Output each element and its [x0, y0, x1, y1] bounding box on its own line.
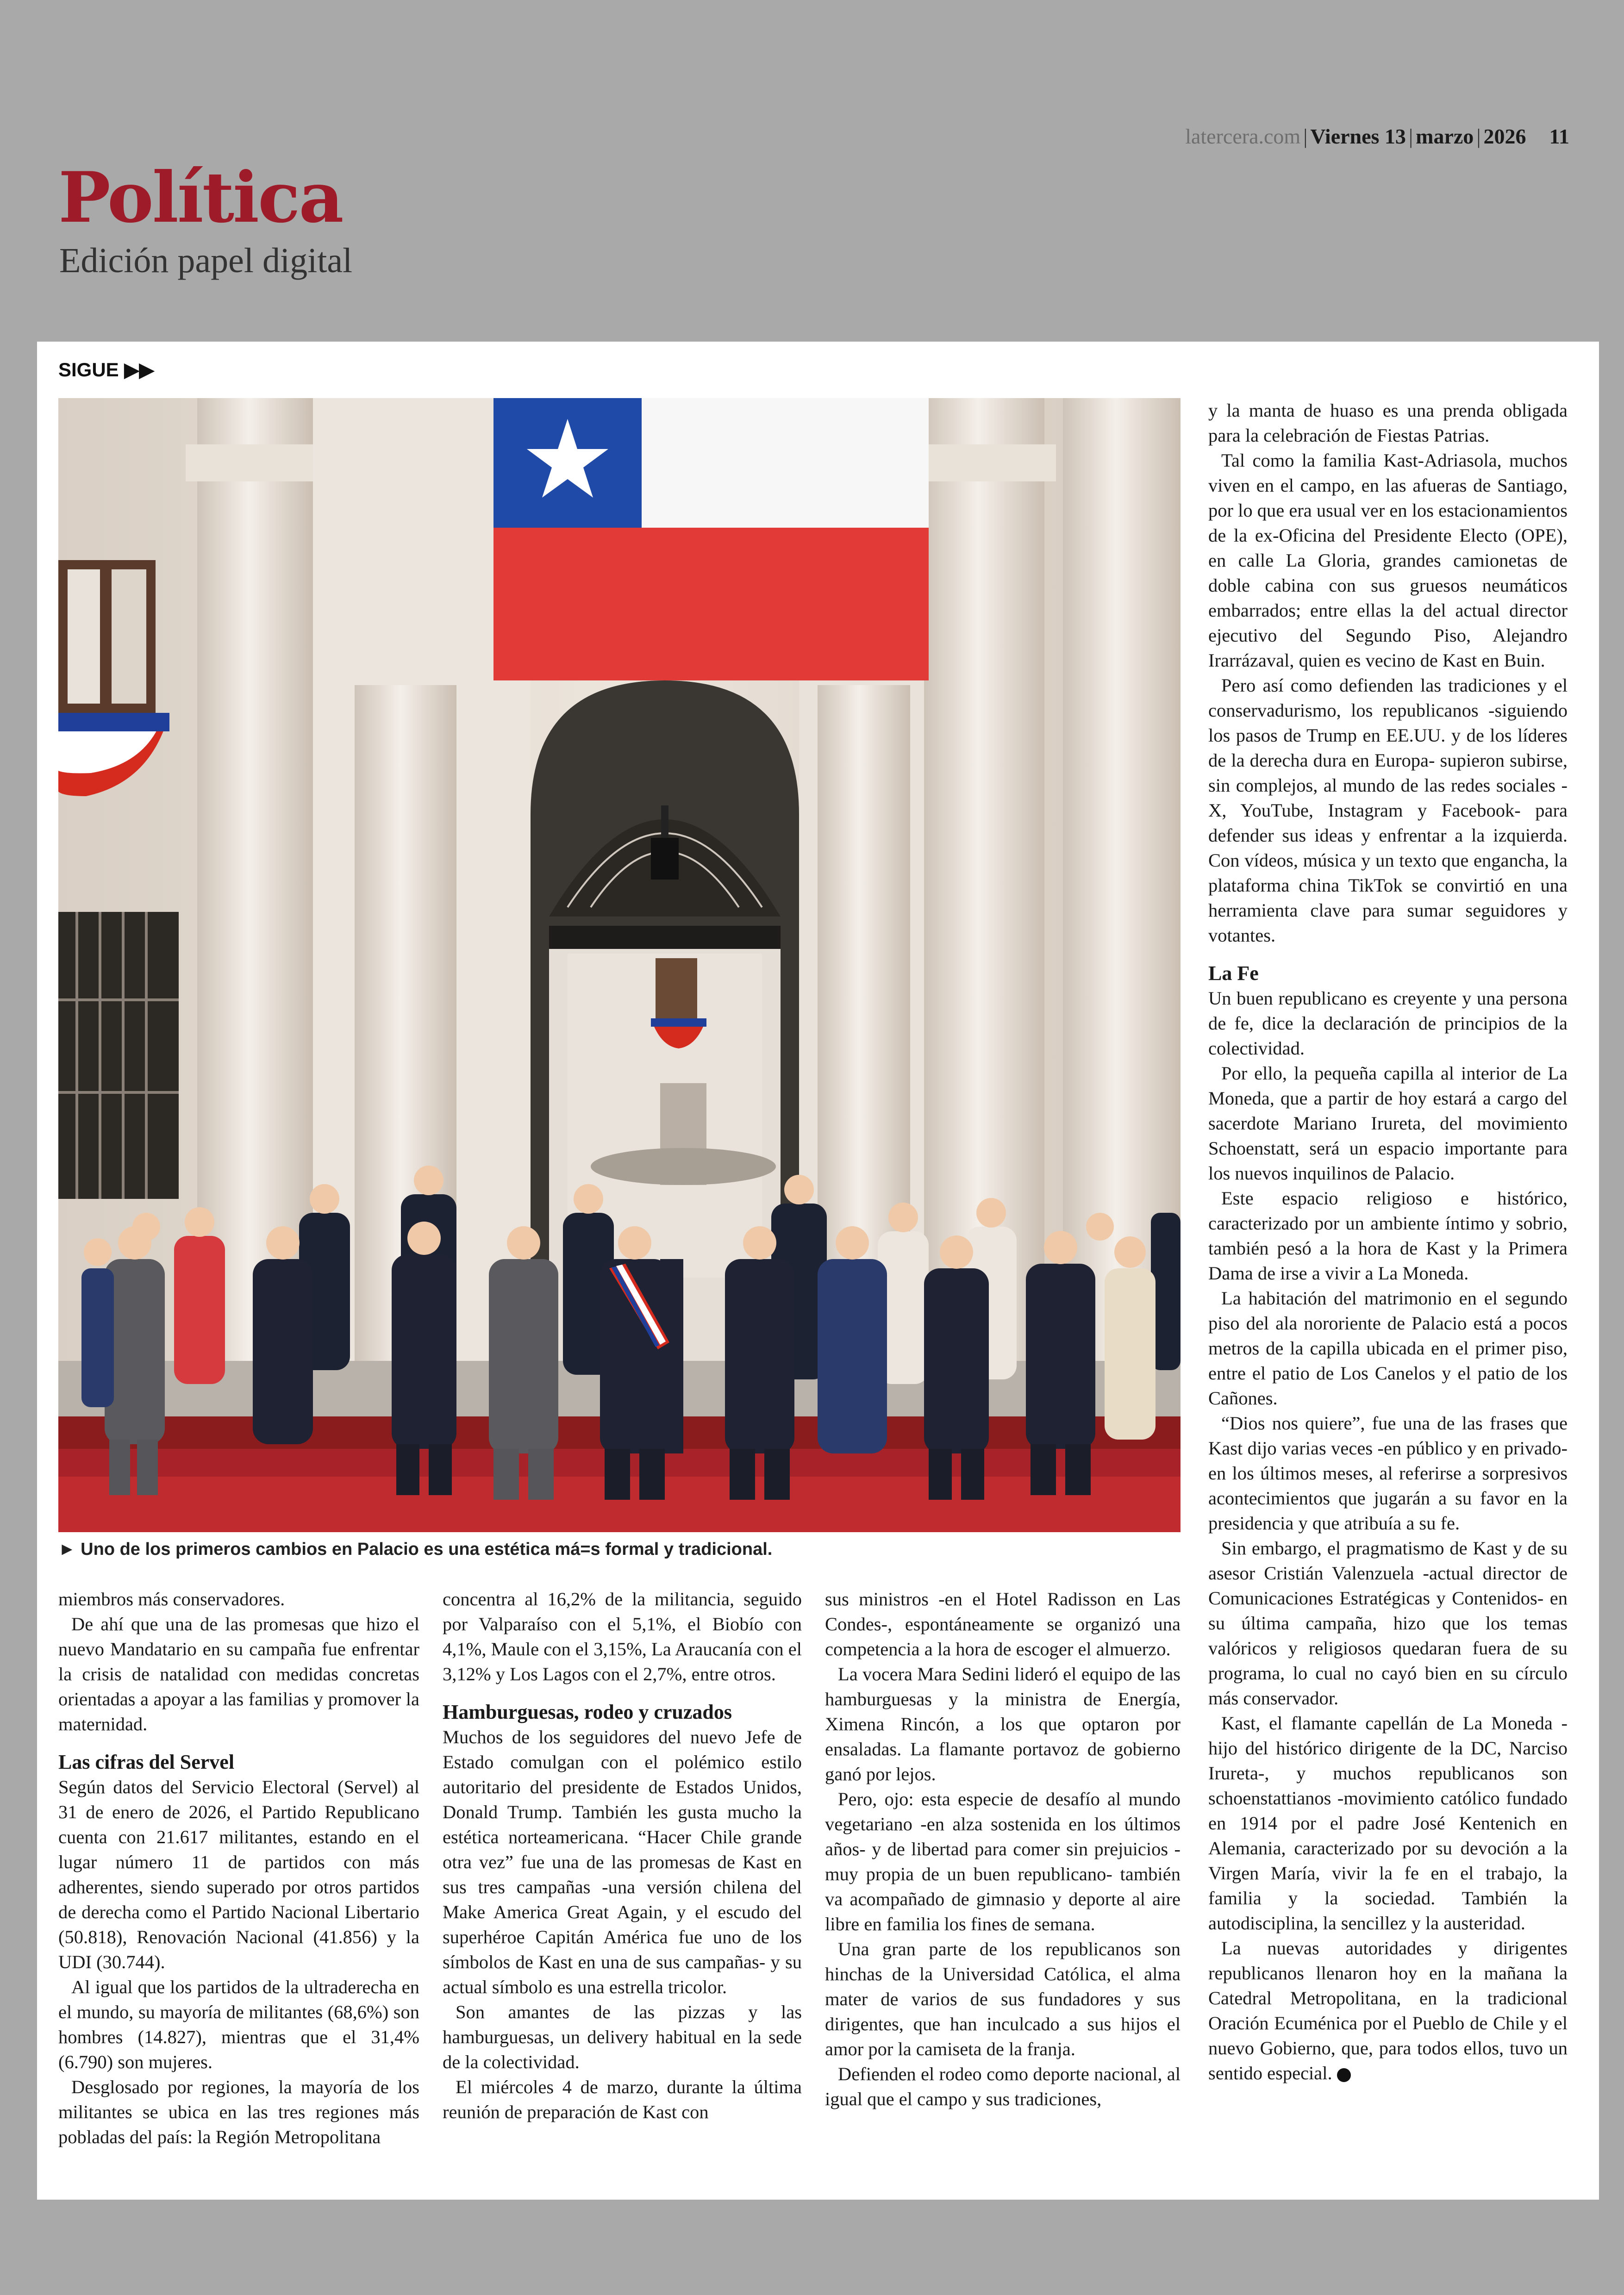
end-of-article-icon — [1337, 2068, 1351, 2082]
paragraph — [1208, 1286, 1568, 1411]
paragraph-text: Al igual que los partidos de la ultraderecha en el mundo, su mayoría de militantes (68,6%) son hombres (14.827), mientras que el 31,4% (6.790) son mujeres. — [58, 1977, 419, 2072]
article-column-3 — [825, 1587, 1181, 2112]
paragraph-text: Un buen republicano es creyente y una persona de fe, dice la declaración de principios de la colectividad. — [1208, 988, 1568, 1059]
paragraph-text: sus ministros -en el Hotel Radisson en Las Condes-, espontáneamente se organizó una competencia a la hora de escoger el almuerzo. — [825, 1589, 1181, 1659]
paragraph-text: La nuevas autoridades y dirigentes republicanos llenaron hoy en la mañana la Catedral Metropolitana, en la tradicional Oración Ecuménica por el Pueblo de Chile y el nuevo Gobierno, que, para todos ellos, tuvo un sentido especial. — [1208, 1938, 1568, 2083]
paragraph — [1208, 1186, 1568, 1286]
paragraph — [443, 1587, 802, 1687]
paragraph — [443, 2075, 802, 2125]
section-title: Política — [58, 157, 343, 238]
separator: | — [1408, 125, 1413, 148]
paragraph — [1208, 1936, 1568, 2086]
photo-caption: ► Uno de los primeros cambios en Palacio es una estética má=s formal y tradicional. — [58, 1540, 773, 1559]
article-column-1 — [58, 1587, 419, 2150]
paragraph — [58, 1612, 419, 1737]
paragraph — [1208, 1536, 1568, 1711]
subheading-text: Las cifras del Servel — [58, 1751, 235, 1773]
lantern — [651, 838, 679, 879]
paragraph-text: Sin embargo, el pragmatismo de Kast y de su asesor Cristián Valenzuela -actual director de Comunicaciones Estratégicas y Contenidos- en su última campaña, hizo que los temas valóricos y religiosos quedaran fuera de su programa, lo cual no cayó bien en su círculo más conservador. — [1208, 1538, 1568, 1709]
newspaper-page — [37, 342, 1599, 2200]
paragraph-text: miembros más conservadores. — [58, 1589, 285, 1609]
paragraph — [1208, 1411, 1568, 1536]
paragraph — [1208, 1711, 1568, 1936]
article-column-4 — [1208, 398, 1568, 2086]
subheading-text: Hamburguesas, rodeo y cruzados — [443, 1701, 732, 1723]
paragraph — [58, 1775, 419, 1975]
paragraph-text: Por ello, la pequeña capilla al interior de La Moneda, que a partir de hoy estará a cargo del sacerdote Mariano Irureta, del movimiento Schoenstatt, será un espacio importante para los nuevos inquilinos de Palacio. — [1208, 1063, 1568, 1184]
subheading-text: La Fe — [1208, 962, 1259, 985]
paragraph-text: y la manta de huaso es una prenda obligada para la celebración de Fiestas Patrias. — [1208, 400, 1568, 446]
separator: | — [1476, 125, 1481, 148]
section-subtitle: Edición papel digital — [59, 241, 353, 280]
paragraph-text: Este espacio religioso e histórico, caracterizado por un ambiente íntimo y sobrio, también pesó a la hora de Kast y la Primera Dama de irse a vivir a La Moneda. — [1208, 1188, 1568, 1284]
paragraph-text: Pero así como defienden las tradiciones y el conservadurismo, los republicanos -siguiendo los pasos de Trump en EE.UU. y de los líderes de la derecha dura en Europa- supieron subirse, sin complejos, al mundo de las redes sociales -X, YouTube, Instagram y Facebook- para defender sus ideas y enfrentar a la izquierda. Con vídeos, música y un texto que engancha, la plataforma china TikTok se convirtió en una herramienta clave para sumar seguidores y votantes. — [1208, 675, 1568, 946]
paragraph-text: Defienden el rodeo como deporte nacional, al igual que el campo y sus tradiciones, — [825, 2064, 1181, 2109]
fountain — [591, 1148, 776, 1185]
page-header-meta — [1185, 124, 1569, 149]
paragraph-text: Desglosado por regiones, la mayoría de los militantes se ubica en las tres regiones más pobladas del país: la Región Metropolitana — [58, 2077, 419, 2147]
paragraph — [58, 2075, 419, 2150]
subheading — [1208, 961, 1568, 986]
article-column-2 — [443, 1587, 802, 2125]
paragraph-text: Tal como la familia Kast-Adriasola, muchos viven en el campo, en las afueras de Santiago, por lo que era usual ver en los estacionamientos de la ex-Oficina del Presidente Electo (OPE), en calle La Gloria, grandes camionetas de doble cabina con sus gruesos neumáticos embarrados; entre ellas la del actual director ejecutivo del Segundo Piso, Alejandro Irarrázaval, quien es vecino de Kast en Buin. — [1208, 450, 1568, 671]
paragraph-text: Según datos del Servicio Electoral (Servel) al 31 de enero de 2026, el Partido Republicano cuenta con 21.617 militantes, estando en el lugar número 11 de partidos con más adherentes, siendo superado por otros partidos de derecha como el Partido Nacional Libertario (50.818), Renovación Nacional (41.856) y la UDI (30.744). — [58, 1777, 419, 1972]
paragraph — [1208, 986, 1568, 1061]
paragraph — [825, 1787, 1181, 1937]
paragraph — [443, 2000, 802, 2075]
palace-group-photo — [58, 398, 1181, 1532]
page-number: 11 — [1549, 125, 1569, 148]
chilean-flag — [493, 398, 929, 680]
article-photo — [58, 398, 1181, 1532]
paragraph — [58, 1587, 419, 1612]
paragraph-text: Muchos de los seguidores del nuevo Jefe de Estado comulgan con el polémico estilo autoritario del presidente de Estados Unidos, Donald Trump. También les gusta mucho la estética norteamericana. “Hacer Chile grande otra vez” fue una de las promesas de Kast en sus tres campañas -una versión chilena del Make America Great Again, y el escudo del superhéroe Capitán América fue uno de los símbolos de Kast en una de sus campañas- y su actual símbolo es una estrella tricolor. — [443, 1727, 802, 1997]
paragraph-text: La vocera Mara Sedini lideró el equipo de las hamburguesas y la ministra de Energía, Ximena Rincón, a los que optaron por ensaladas. La flamante portavoz de gobierno ganó por lejos. — [825, 1664, 1181, 1784]
header-year: 2026 — [1483, 125, 1526, 148]
column — [197, 398, 313, 1361]
paragraph-text: concentra al 16,2% de la militancia, seguido por Valparaíso con el 5,1%, el Biobío con 4,1%, Maule con el 3,15%, La Araucanía con el 3,12% y Los Lagos con el 2,7%, entre otros. — [443, 1589, 802, 1684]
paragraph — [1208, 673, 1568, 948]
site-name[interactable]: latercera.com — [1185, 125, 1301, 148]
header-month: marzo — [1416, 125, 1474, 148]
paragraph-text: El miércoles 4 de marzo, durante la última reunión de preparación de Kast con — [443, 2077, 802, 2122]
paragraph-text: “Dios nos quiere”, fue una de las frases que Kast dijo varias veces -en público y en privado- en los últimos meses, al referirse a sorpresivos acontecimientos que jugarán a su favor en la presidencia y que atribuía a su fe. — [1208, 1413, 1568, 1534]
continue-label: SIGUE ▶▶ — [58, 359, 154, 380]
paragraph — [1208, 398, 1568, 448]
header-day: Viernes 13 — [1310, 125, 1406, 148]
paragraph — [825, 2062, 1181, 2112]
paragraph-text: De ahí que una de las promesas que hizo el nuevo Mandatario en su campaña fue enfrentar la crisis de natalidad con medidas concretas orientadas a apoyar a las familias y promover la maternidad. — [58, 1614, 419, 1734]
paragraph — [825, 1587, 1181, 1662]
paragraph-text: Una gran parte de los republicanos son hinchas de la Universidad Católica, el alma mater de varios de sus fundadores y sus dirigentes, que han inculcado a sus hijos el amor por la camiseta de la franja. — [825, 1939, 1181, 2059]
paragraph — [1208, 448, 1568, 673]
paragraph — [1208, 1061, 1568, 1186]
paragraph-text: Pero, ojo: esta especie de desafío al mundo vegetariano -en alza sostenida en los últimos años- y de libertad para comer sin prejuicios -muy propia de un buen republicano- también va acompañado de gimnasio y deporte al aire libre en familia los fines de semana. — [825, 1789, 1181, 1934]
subheading — [58, 1750, 419, 1775]
paragraph — [443, 1725, 802, 2000]
paragraph — [825, 1662, 1181, 1787]
paragraph — [58, 1975, 419, 2075]
paragraph-text: Kast, el flamante capellán de La Moneda -hijo del histórico dirigente de la DC, Narciso Irureta-, y muchos republicanos son schoenstattianos -movimiento católico fundado en 1914 por el padre José Kentenich en Alemania, caracterizado por su devoción a la Virgen María, vivir la fe en el trabajo, la familia y la sociedad. También la autodisciplina, la sencillez y la austeridad. — [1208, 1713, 1568, 1933]
paragraph-text: La habitación del matrimonio en el segundo piso del ala nororiente de Palacio está a pocos metros de la capilla ubicada en el primer piso, entre el patio de Los Canelos y el patio de los Cañones. — [1208, 1288, 1568, 1409]
paragraph-text: Son amantes de las pizzas y las hamburguesas, un delivery habitual en la sede de la colectividad. — [443, 2002, 802, 2072]
paragraph — [825, 1937, 1181, 2062]
subheading — [443, 1700, 802, 1725]
separator: | — [1303, 125, 1308, 148]
